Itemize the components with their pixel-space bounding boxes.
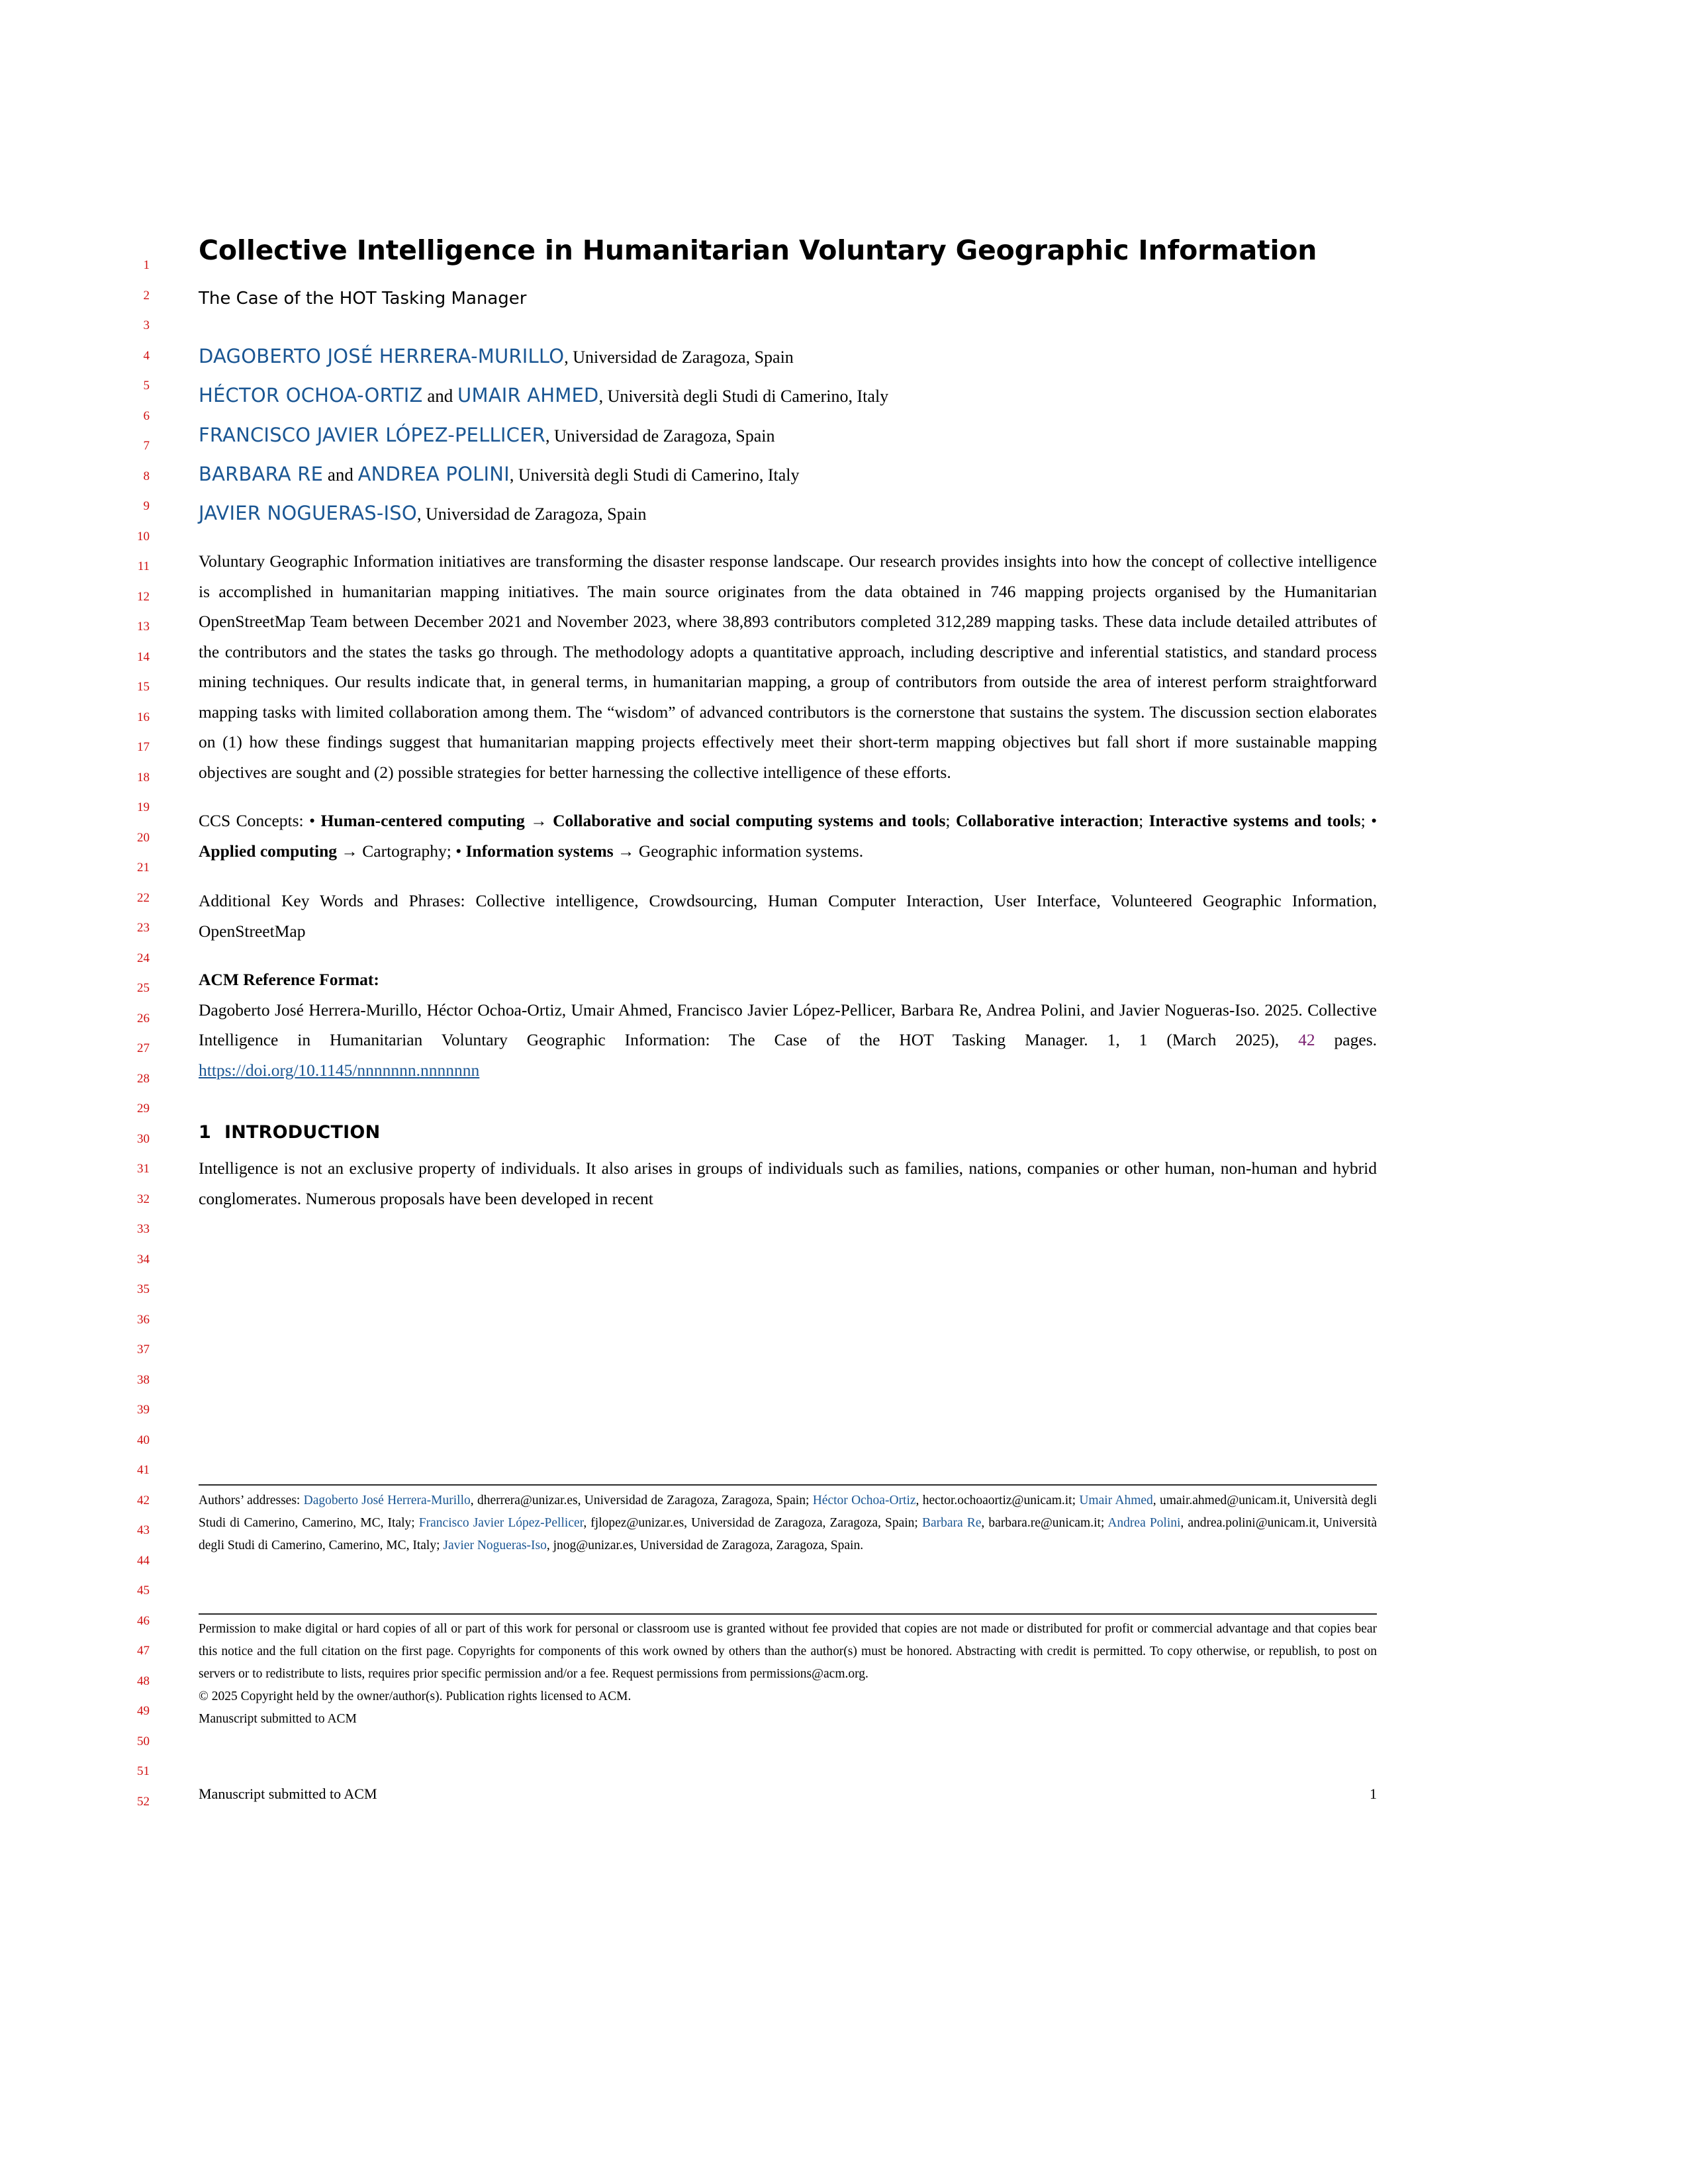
ccs-separator: • bbox=[303, 811, 321, 831]
ccs-concepts bbox=[199, 806, 1377, 866]
line-number: 51 bbox=[137, 1764, 150, 1778]
author-address-detail: , andrea.polini@unicam.it, Università degli Studi di Camerino, Camerino, MC, Italy; bbox=[199, 1516, 1377, 1552]
line-number: 34 bbox=[137, 1252, 150, 1266]
footnote-divider-top bbox=[199, 1484, 1377, 1486]
page-subtitle: The Case of the HOT Tasking Manager bbox=[199, 289, 527, 309]
reference-pages-label: pages. bbox=[1315, 1030, 1377, 1050]
line-number: 17 bbox=[137, 740, 150, 754]
section-heading-introduction bbox=[199, 1122, 1377, 1143]
author-entry bbox=[199, 461, 1377, 487]
line-number: 10 bbox=[137, 529, 150, 544]
line-number: 37 bbox=[137, 1343, 150, 1356]
author-address-detail: , dherrera@unizar.es, Universidad de Zaragoza, Zaragoza, Spain; bbox=[470, 1494, 813, 1507]
line-number: 6 bbox=[143, 408, 150, 423]
authors-addresses-text bbox=[199, 1490, 1377, 1557]
line-number: 14 bbox=[137, 649, 150, 664]
ccs-separator: ; • bbox=[1360, 811, 1378, 831]
line-number: 43 bbox=[137, 1523, 150, 1537]
line-number: 47 bbox=[137, 1644, 150, 1658]
ccs-concept: Interactive systems and tools bbox=[1149, 811, 1361, 831]
line-number: 7 bbox=[143, 439, 150, 453]
page-title: Collective Intelligence in Humanitarian Voluntary Geographic Information bbox=[199, 234, 1317, 266]
author-address-detail: , hector.ochoaortiz@unicam.it; bbox=[915, 1494, 1080, 1507]
line-number: 39 bbox=[137, 1403, 150, 1417]
line-number: 11 bbox=[137, 559, 150, 573]
line-number: 23 bbox=[137, 921, 150, 935]
author-conjunction: and bbox=[422, 386, 458, 406]
author-conjunction: and bbox=[323, 464, 358, 485]
author-address-name[interactable]: Héctor Ochoa-Ortiz bbox=[812, 1494, 916, 1507]
author-address-detail: , umair.ahmed@unicam.it, Università degli Studi di Camerino, Camerino, MC, Italy; bbox=[199, 1494, 1378, 1530]
line-number-gutter bbox=[123, 250, 150, 1817]
line-number: 22 bbox=[137, 890, 150, 905]
author-name: ANDREA POLINI bbox=[357, 462, 510, 485]
line-number: 12 bbox=[137, 589, 150, 604]
line-number: 16 bbox=[137, 710, 150, 724]
author-address-detail: , jnog@unizar.es, Universidad de Zaragoza, Zaragoza, Spain. bbox=[546, 1539, 864, 1552]
line-number: 24 bbox=[137, 951, 150, 965]
abstract-text: Voluntary Geographic Information initiatives are transforming the disaster response landscape. Our research provides insights into how the concept of collective intelligence is accomplished in humanitarian mapping initiatives. The main source originates from the data obtained in 746 mapping projects organised by the Humanitarian OpenStreetMap Team between December 2021 and November 2023, where 38,893 contributors completed 312,289 mapping tasks. These data include detailed attributes of the contributors and the states the tasks go through. The methodology adopts a quantitative approach, including descriptive and inferential statistics, and standard process mining techniques. Our results indicate that, in general terms, in humanitarian mapping, a group of contributors from outside the area of interest perform straightforward mapping tasks with limited collaboration among them. The “wisdom” of advanced contributors is the cornerstone that sustains the system. The discussion section elaborates on (1) how these findings suggest that humanitarian mapping projects effectively meet their short-term mapping objectives but fall short if more sustainable mapping objectives are sought and (2) possible strategies for better harnessing the collective intelligence of these efforts. bbox=[199, 551, 1377, 782]
line-number: 8 bbox=[143, 469, 150, 483]
author-address-detail: , fjlopez@unizar.es, Universidad de Zaragoza, Zaragoza, Spain; bbox=[583, 1516, 922, 1530]
ccs-separator: ; bbox=[1139, 811, 1149, 831]
section-title: INTRODUCTION bbox=[224, 1122, 381, 1143]
line-number: 33 bbox=[137, 1222, 150, 1236]
line-number: 3 bbox=[143, 318, 150, 332]
line-number: 44 bbox=[137, 1553, 150, 1568]
line-number: 5 bbox=[143, 379, 150, 393]
ccs-separator: → bbox=[524, 811, 553, 831]
copyright-text: © 2025 Copyright held by the owner/author(s). Publication rights licensed to ACM. bbox=[199, 1689, 632, 1703]
footer-left-label: Manuscript submitted to ACM bbox=[199, 1785, 377, 1802]
line-number: 28 bbox=[137, 1071, 150, 1086]
line-number: 15 bbox=[137, 680, 150, 694]
authors-addresses-label: Authors’ addresses: bbox=[199, 1494, 304, 1507]
ccs-concept: Information systems bbox=[465, 841, 614, 861]
line-number: 2 bbox=[143, 288, 150, 303]
line-number: 25 bbox=[137, 981, 150, 995]
author-entry bbox=[199, 383, 1377, 408]
line-number: 36 bbox=[137, 1312, 150, 1327]
author-affiliation: , Universidad de Zaragoza, Spain bbox=[545, 426, 775, 446]
ccs-separator: ; bbox=[945, 811, 956, 831]
author-address-name[interactable]: Barbara Re bbox=[921, 1516, 982, 1530]
introduction-paragraph: Intelligence is not an exclusive property of individuals. It also arises in groups of individuals such as families, nations, companies or other human, non-human and hybrid conglomerates. Numerous proposals have been developed in recent bbox=[199, 1159, 1377, 1208]
author-entry bbox=[199, 500, 1377, 526]
author-name: FRANCISCO JAVIER LÓPEZ-PELLICER bbox=[199, 423, 545, 446]
line-number: 18 bbox=[137, 770, 150, 784]
line-number: 38 bbox=[137, 1372, 150, 1387]
ccs-concept: Collaborative interaction bbox=[955, 811, 1139, 831]
author-name: JAVIER NOGUERAS-ISO bbox=[199, 501, 417, 524]
line-number: 40 bbox=[137, 1433, 150, 1447]
author-address-name[interactable]: Javier Nogueras-Iso bbox=[443, 1539, 547, 1552]
line-number: 32 bbox=[137, 1192, 150, 1206]
line-number: 9 bbox=[143, 499, 150, 513]
author-name: BARBARA RE bbox=[199, 462, 324, 485]
author-name: DAGOBERTO JOSÉ HERRERA-MURILLO bbox=[199, 345, 565, 368]
author-name: HÉCTOR OCHOA-ORTIZ bbox=[199, 384, 423, 407]
authors-addresses-footnote bbox=[199, 1490, 1377, 1557]
footer-page-number: 1 bbox=[1370, 1785, 1377, 1802]
ccs-separator: → Geographic information systems. bbox=[613, 841, 864, 861]
paper-content bbox=[199, 235, 1377, 1213]
author-entry bbox=[199, 344, 1377, 369]
manuscript-note: Manuscript submitted to ACM bbox=[199, 1712, 357, 1726]
author-affiliation: , Universidad de Zaragoza, Spain bbox=[416, 504, 647, 524]
author-address-name[interactable]: Andrea Polini bbox=[1107, 1516, 1181, 1530]
acm-reference-heading: ACM Reference Format: bbox=[199, 970, 379, 990]
acm-reference-text bbox=[199, 995, 1377, 1086]
author-name: UMAIR AHMED bbox=[457, 384, 599, 407]
author-affiliation: , Università degli Studi di Camerino, Italy bbox=[598, 387, 889, 406]
reference-page-count[interactable]: 42 bbox=[1298, 1030, 1315, 1050]
line-number: 42 bbox=[137, 1493, 150, 1507]
line-number: 35 bbox=[137, 1282, 150, 1296]
ccs-concept: Collaborative and social computing systems and tools bbox=[553, 811, 946, 831]
doi-link[interactable]: https://doi.org/10.1145/nnnnnnn.nnnnnnn bbox=[199, 1060, 480, 1080]
ccs-separator: → Cartography; • bbox=[337, 841, 466, 861]
section-number: 1 bbox=[199, 1122, 211, 1143]
permission-text: Permission to make digital or hard copies of all or part of this work for personal or classroom use is granted without fee provided that copies are not made or distributed for profit or commercial advantage and that copies bear this notice and the full citation on the first page. Copyrights for components of this work owned by others than the author(s) must be honored. Abstracting with credit is permitted. To copy otherwise, or republish, to post on servers or to redistribute to lists, requires prior specific permission and/or a fee. Request permissions from permissions@acm.org. bbox=[199, 1622, 1377, 1681]
line-number: 52 bbox=[137, 1794, 150, 1809]
author-address-detail: , barbara.re@unicam.it; bbox=[981, 1516, 1108, 1530]
line-number: 27 bbox=[137, 1041, 150, 1055]
line-number: 20 bbox=[137, 830, 150, 845]
line-number: 1 bbox=[143, 258, 150, 272]
line-number: 21 bbox=[137, 861, 150, 875]
author-address-name[interactable]: Francisco Javier López-Pellicer bbox=[418, 1516, 584, 1530]
ccs-label: CCS Concepts: bbox=[199, 811, 304, 831]
line-number: 19 bbox=[137, 800, 150, 814]
ccs-concept: Human-centered computing bbox=[320, 811, 525, 831]
line-number: 45 bbox=[137, 1584, 150, 1597]
author-address-name[interactable]: Dagoberto José Herrera-Murillo bbox=[303, 1494, 471, 1507]
line-number: 49 bbox=[137, 1704, 150, 1718]
line-number: 41 bbox=[137, 1463, 150, 1477]
ccs-concept: Applied computing bbox=[199, 841, 338, 861]
keywords-text: Additional Key Words and Phrases: Collective intelligence, Crowdsourcing, Human Computer Interaction, User Interface, Volunteered Geographic Information, OpenStreetMap bbox=[199, 891, 1377, 941]
line-number: 4 bbox=[143, 348, 150, 363]
permission-footnote bbox=[199, 1618, 1377, 1731]
line-number: 30 bbox=[137, 1131, 150, 1146]
line-number: 13 bbox=[137, 620, 150, 634]
line-number: 29 bbox=[137, 1102, 150, 1116]
line-number: 46 bbox=[137, 1613, 150, 1628]
author-address-name[interactable]: Umair Ahmed bbox=[1079, 1494, 1153, 1507]
line-number: 48 bbox=[137, 1674, 150, 1688]
author-list bbox=[199, 344, 1377, 526]
page-footer bbox=[199, 1785, 1377, 1803]
author-entry bbox=[199, 422, 1377, 448]
author-affiliation: , Universidad de Zaragoza, Spain bbox=[564, 348, 794, 367]
author-affiliation: , Università degli Studi di Camerino, Italy bbox=[509, 465, 800, 485]
line-number: 50 bbox=[137, 1734, 150, 1748]
line-number: 26 bbox=[137, 1011, 150, 1025]
line-number: 31 bbox=[137, 1162, 150, 1176]
reference-citation-text: Dagoberto José Herrera-Murillo, Héctor Ochoa-Ortiz, Umair Ahmed, Francisco Javier López-Pellicer, Barbara Re, Andrea Polini, and Javier Nogueras-Iso. 2025. Collective Intelligence in Humanitarian Voluntary Geographic Information: The Case of the HOT Tasking Manager. 1, 1 (March 2025), bbox=[199, 1000, 1377, 1050]
footnote-divider-bottom bbox=[199, 1613, 1377, 1615]
